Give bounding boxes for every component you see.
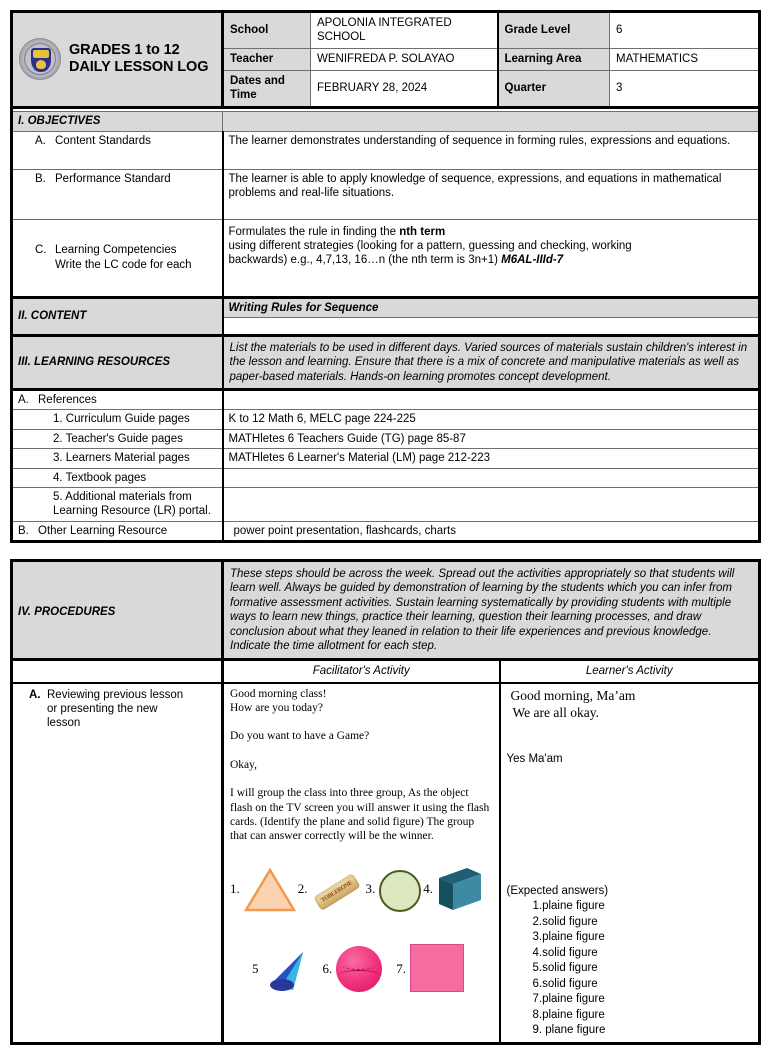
text-learning-competencies: Learning Competencies [55,244,177,257]
text-lc-code-hint: Write the LC code for each [55,258,192,271]
column-header-learner: Learner's Activity [500,660,760,683]
row-performance-standard [12,169,760,219]
content-value: Writing Rules for Sequence [223,297,760,317]
lesson-log-main-table [10,10,761,543]
figure-item-4 [423,866,483,912]
figures-row-2 [230,934,493,992]
figure-item-7 [396,944,464,992]
section-learning-resources-header [12,335,760,389]
row-content-standards [12,131,760,169]
figure-item-2 [298,872,364,912]
label-grade-level: Grade Level [498,12,610,49]
facilitator-line-3: Do you want to have a Game? [230,730,370,743]
figure-number-4: 4. [423,881,433,897]
letter-c: C. [35,244,47,257]
row-curriculum-guide [12,410,760,429]
learner-line-1: Good morning, Ma’am [510,687,636,703]
expected-answers-list [507,899,753,1039]
text-performance-standard: Performance Standard [55,172,171,185]
label-content-standards [12,131,223,169]
figure-item-5 [252,950,309,992]
value-performance-standard: The learner is able to apply knowledge of sequence, expressions, and equations in mathematical problems and real-life situations. [223,169,760,219]
learner-line-2: We are all okay. [512,705,599,721]
procedures-column-headers [12,660,760,683]
label-references [12,390,223,410]
value-learning-area[interactable]: MATHEMATICS [610,48,760,70]
triangle-icon [244,868,296,912]
label-curriculum-guide-pages: 1. Curriculum Guide pages [12,410,223,429]
procedures-note: These steps should be across the week. Spread out the activities appropriately so that students will learn well. Always be guided by demonstration of learning by the students which you can infer from formative assessment activities. Sustain learning systematically by providing students with multiple ways to learn new things, practice their learning, question their learning processes, and draw conclusion about what they leaned in relation to their life experiences and previous knowledge. Indicate the time allotment for each step. [223,561,760,660]
content-title: II. CONTENT [12,297,223,335]
cube-icon [437,866,483,912]
comp-line2: using different strategies (looking for a pattern, guessing and checking, working [228,239,632,252]
list-item: 8.plaine figure [532,1008,605,1021]
text-other-learning-resource: Other Learning Resource [38,524,168,537]
list-item: 4.solid figure [532,946,598,959]
row-textbook-pages [12,468,760,487]
candy-bar-icon [313,873,360,911]
figure-number-7: 7. [396,961,406,977]
text-references: References [38,394,97,406]
facilitator-line-2: How are you today? [230,702,323,714]
learning-resources-note: List the materials to be used in different days. Varied sources of materials sustain children's interest in the lesson and learning. Ensure that there is a mix of concrete and manipulative materials as well as paper-based materials. Hands-on learning promotes concept development. [223,335,760,389]
letter-a-step: A. [29,688,41,701]
label-other-learning-resource [12,521,223,541]
letter-a-references: A. [18,394,29,406]
dll-title-line1: GRADES 1 to 12 [69,42,180,59]
objectives-title-blank [223,111,760,131]
cone-icon [263,950,309,992]
row-other-learning-resource [12,521,760,541]
list-item: 1.plaine figure [532,900,605,913]
list-item: 3.plaine figure [532,931,605,944]
row-teachers-guide [12,429,760,448]
value-references [223,390,760,410]
figure-item-1 [230,868,296,912]
procedures-title: IV. PROCEDURES [12,561,223,660]
value-grade-level[interactable]: 6 [610,12,760,49]
figure-number-2: 2. [297,881,308,897]
value-school[interactable]: APOLONIA INTEGRATED SCHOOL [311,12,498,49]
label-learning-area: Learning Area [498,48,610,70]
list-item: 2.solid figure [532,915,598,928]
label-learning-competencies [12,219,223,297]
square-icon [410,944,464,992]
label-school: School [223,12,311,49]
circle-icon [379,870,421,912]
objectives-title: I. OBJECTIVES [12,111,223,131]
figure-number-5: 5 [252,961,259,977]
value-learning-competencies [223,219,760,297]
list-item: 6.solid figure [532,977,598,990]
header-row-school [12,12,760,49]
value-teacher[interactable]: WENIFREDA P. SOLAYAO [311,48,498,70]
label-teacher: Teacher [223,48,311,70]
label-dates-and-time: Dates and Time [223,70,311,107]
figure-number-3: 3. [365,881,376,897]
letter-a: A. [35,134,46,147]
value-content-standards: The learner demonstrates understanding of sequence in forming rules, expressions and equations. [223,131,760,169]
value-curriculum-guide-pages: K to 12 Math 6, MELC page 224-225 [223,410,760,429]
comp-nth-term: nth term [399,225,446,238]
text-content-standards: Content Standards [55,134,151,147]
list-item: 7.plaine figure [532,993,605,1006]
sphere-icon [336,946,382,992]
list-item: 9. plane figure [532,1024,606,1037]
value-textbook-pages [223,468,760,487]
dll-title-line2: DAILY LESSON LOG [69,59,209,76]
learner-line-3: Yes Ma'am [506,753,563,766]
figure-number-1: 1. [230,881,240,897]
value-teachers-guide-pages: MATHletes 6 Teachers Guide (TG) page 85-87 [223,429,760,448]
section-objectives-header [12,111,760,131]
value-quarter[interactable]: 3 [610,70,760,107]
facilitator-line-4: Okay, [230,758,258,771]
label-quarter: Quarter [498,70,610,107]
facilitator-line-1: Good morning class! [230,687,327,700]
content-blank [223,317,760,335]
comp-line3: backwards) e.g., 4,7,13, 16…n (the nth term is 3n+1) [228,254,502,267]
label-performance-standard [12,169,223,219]
comp-line1: Formulates the rule in finding the [228,225,400,238]
procedures-table [10,559,761,1045]
label-learners-material-pages: 3. Learners Material pages [12,449,223,468]
label-additional-materials: 5. Additional materials from Learning Resource (LR) portal. [12,487,223,521]
text-step-a: Reviewing previous lesson or presenting the new lesson [47,688,184,730]
procedures-step-row [12,683,760,1044]
figure-item-3 [366,870,422,912]
learning-resources-title: III. LEARNING RESOURCES [12,335,223,389]
value-other-learning-resource: power point presentation, flashcards, charts [223,521,760,541]
section-content-header [12,297,760,317]
facilitator-line-5: I will group the class into three group, As the object flash on the TV screen you will answer it using the flash cards. (Identify the plane and solid figure) The group that can answer correctly will be the winner. [230,787,490,843]
section-procedures-header [12,561,760,660]
value-dates-and-time[interactable]: FEBRUARY 28, 2024 [311,70,498,107]
row-learners-material [12,449,760,468]
figure-item-6 [323,946,383,992]
value-additional-materials [223,487,760,521]
learner-activity-cell [500,683,760,1044]
candy-bar-label: TOBLERONE [319,879,354,904]
label-step-a [12,683,223,1044]
facilitator-activity-cell [223,683,500,1044]
dll-title-cell [12,12,223,108]
expected-answers-header: (Expected answers) [506,884,609,897]
row-references [12,390,760,410]
label-textbook-pages: 4. Textbook pages [12,468,223,487]
column-header-facilitator: Facilitator's Activity [223,660,500,683]
deped-seal-icon [19,38,61,80]
list-item: 5.solid figure [532,962,598,975]
letter-b-other: B. [18,524,29,537]
row-additional-materials [12,487,760,521]
row-learning-competencies [12,219,760,297]
value-learners-material-pages: MATHletes 6 Learner's Material (LM) page 212-223 [223,449,760,468]
figure-number-6: 6. [322,961,333,977]
empty-corner-cell [12,660,223,683]
table-gap [10,543,758,559]
comp-lc-code: M6AL-IIId-7 [501,254,564,267]
label-teachers-guide-pages: 2. Teacher's Guide pages [12,429,223,448]
figures-row-1 [230,854,493,912]
letter-b: B. [35,172,46,185]
